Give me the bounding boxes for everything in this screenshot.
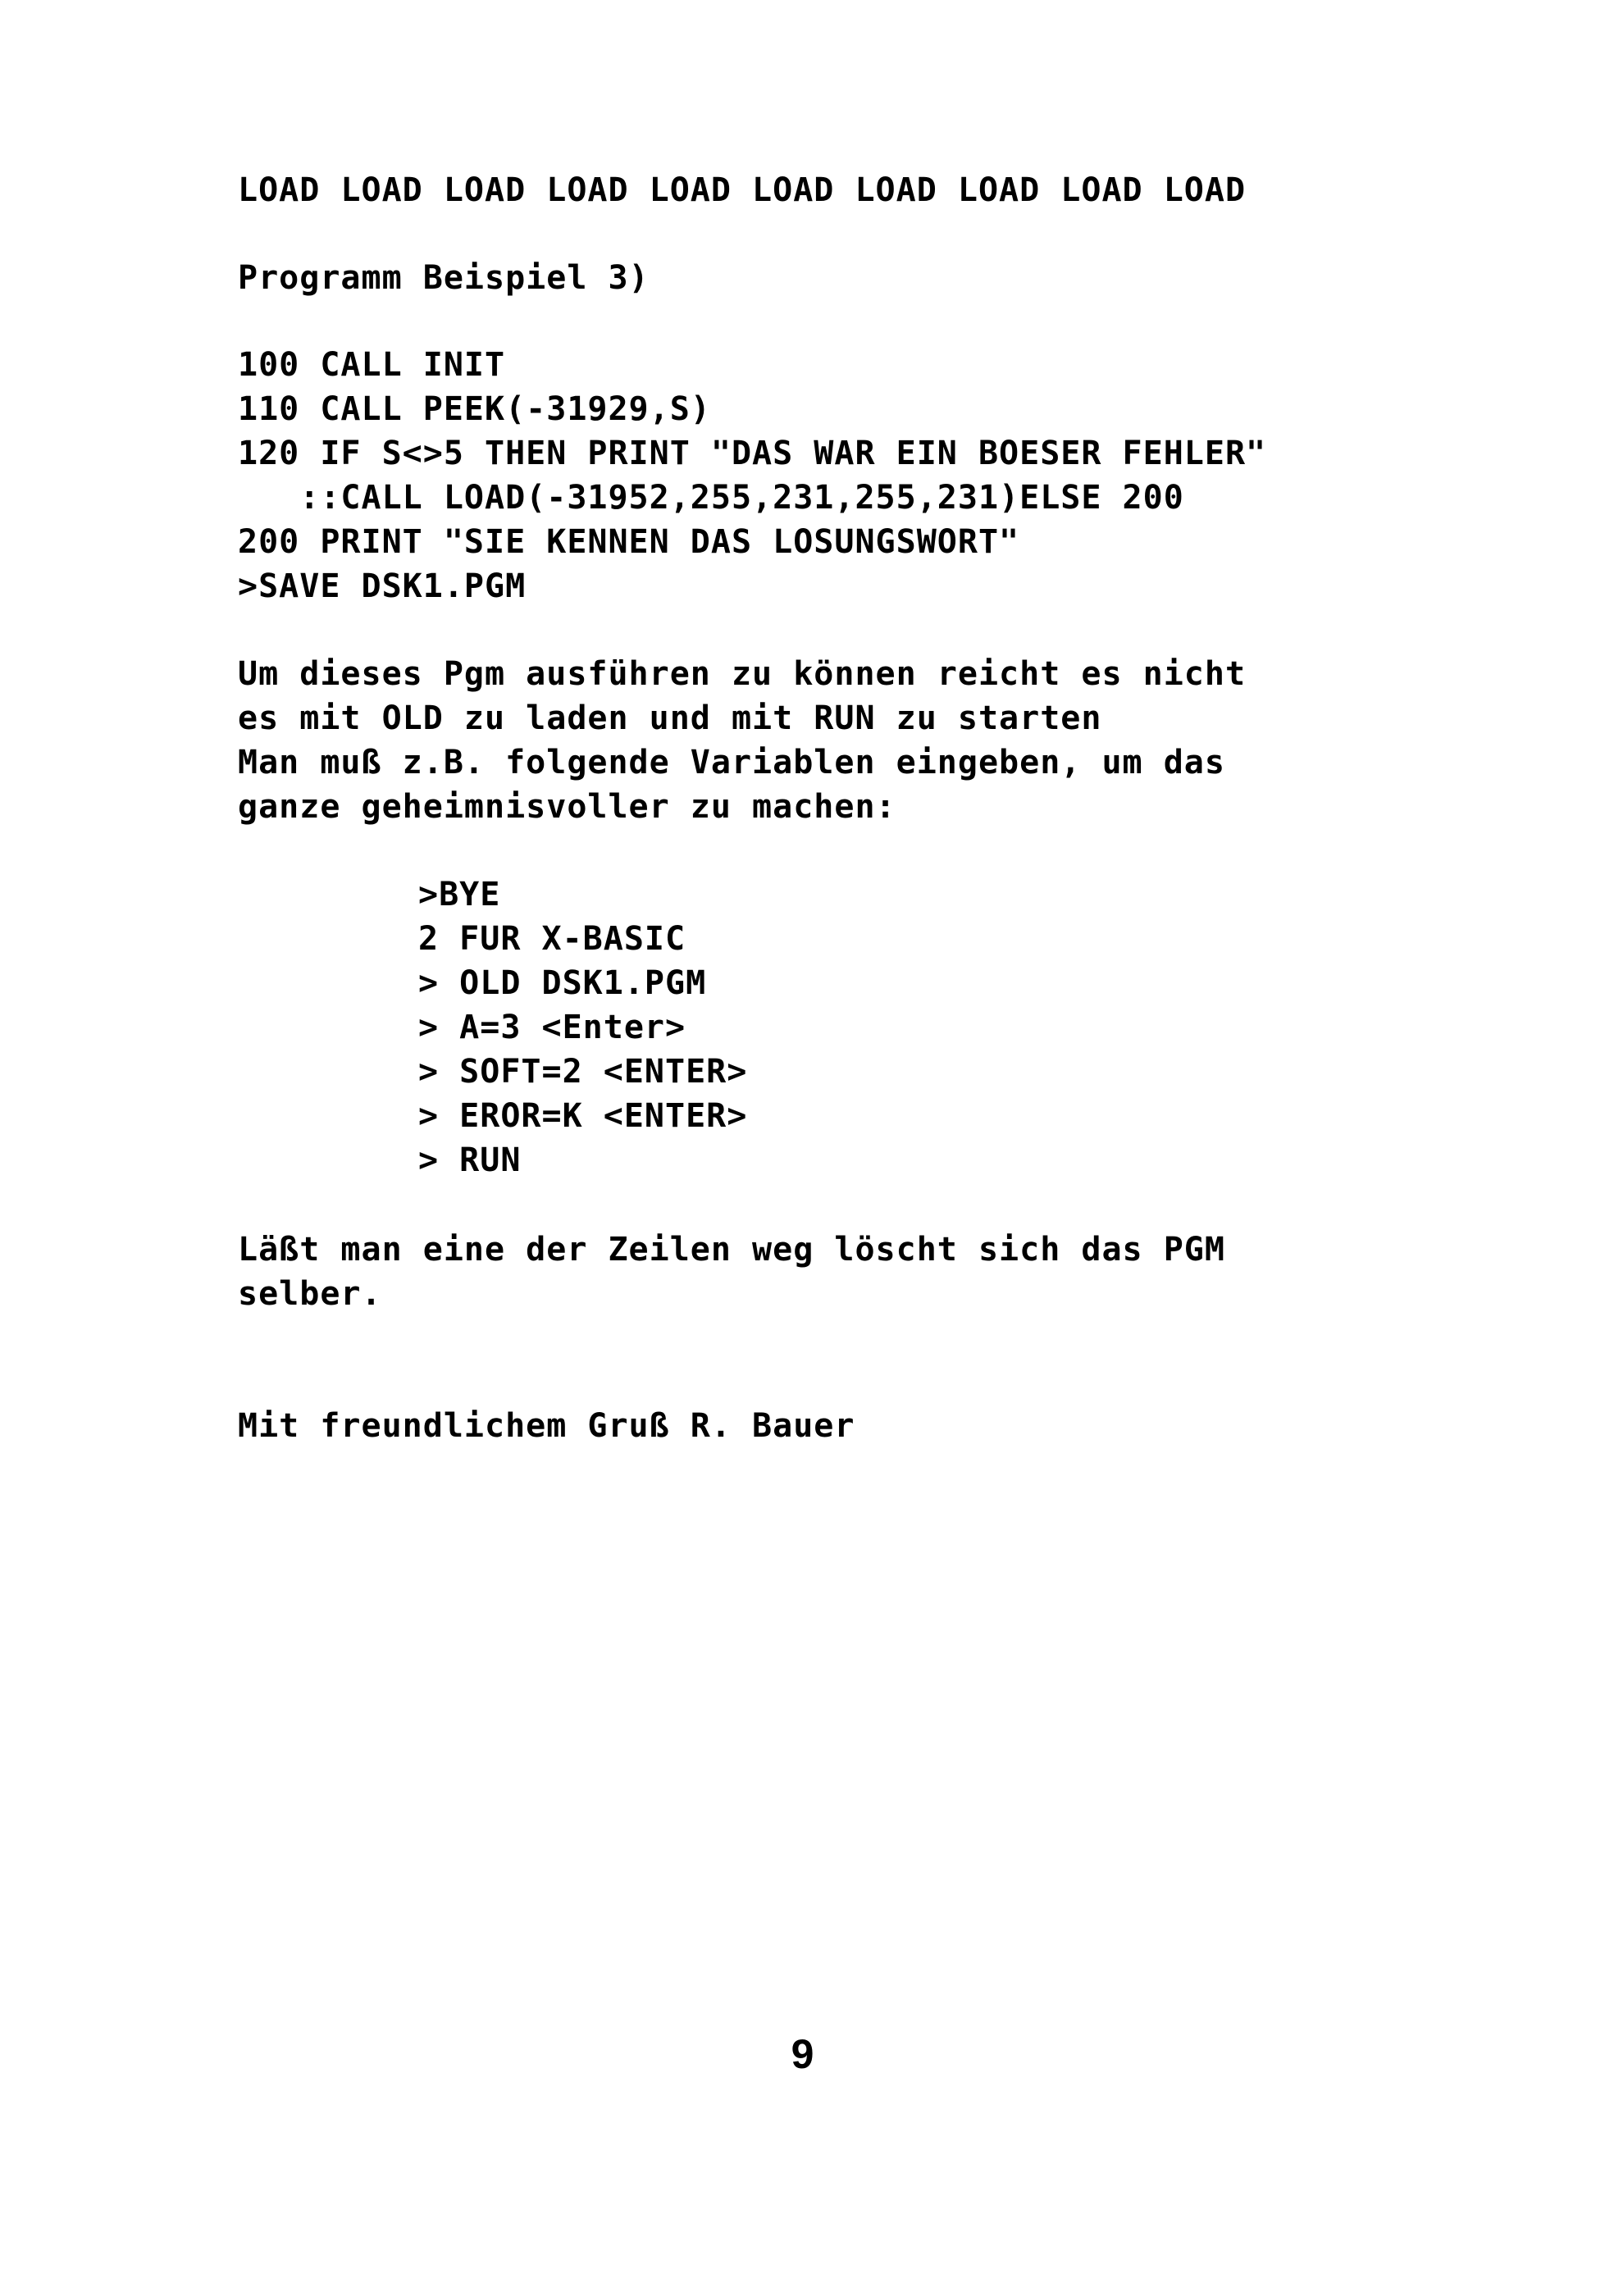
step-line: > RUN <box>418 1141 522 1179</box>
text-line: ganze geheimnisvoller zu machen: <box>238 788 896 826</box>
step-line: 2 FUR X-BASIC <box>418 920 686 958</box>
step-line: > OLD DSK1.PGM <box>418 964 707 1002</box>
code-line: 120 IF S<>5 THEN PRINT "DAS WAR EIN BOESER FEHLER" <box>238 435 1267 472</box>
text-line: Um dieses Pgm ausführen zu können reicht es nicht <box>238 655 1247 693</box>
text-line: Man muß z.B. folgende Variablen eingeben, um das <box>238 744 1225 781</box>
text-line: Läßt man eine der Zeilen weg löscht sich das PGM <box>238 1231 1225 1269</box>
code-line: 200 PRINT "SIE KENNEN DAS LOSUNGSWORT" <box>238 523 1020 561</box>
header-line: LOAD LOAD LOAD LOAD LOAD LOAD LOAD LOAD LOAD LOAD <box>238 171 1247 209</box>
step-line: > A=3 <Enter> <box>418 1009 686 1046</box>
code-line: 100 CALL INIT <box>238 346 506 384</box>
step-line: > SOFT=2 <ENTER> <box>418 1053 748 1091</box>
closing-signature: Mit freundlichem Gruß R. Bauer <box>238 1407 855 1445</box>
step-line: > EROR=K <ENTER> <box>418 1097 748 1135</box>
text-line: selber. <box>238 1275 382 1313</box>
text-line: es mit OLD zu laden und mit RUN zu starten <box>238 699 1102 737</box>
program-title: Programm Beispiel 3) <box>238 259 650 297</box>
code-line: ::CALL LOAD(-31952,255,231,255,231)ELSE 200 <box>238 479 1184 517</box>
step-line: >BYE <box>418 876 501 913</box>
code-line: 110 CALL PEEK(-31929,S) <box>238 390 711 428</box>
code-line: >SAVE DSK1.PGM <box>238 567 527 605</box>
page-number: 9 <box>791 2031 814 2077</box>
